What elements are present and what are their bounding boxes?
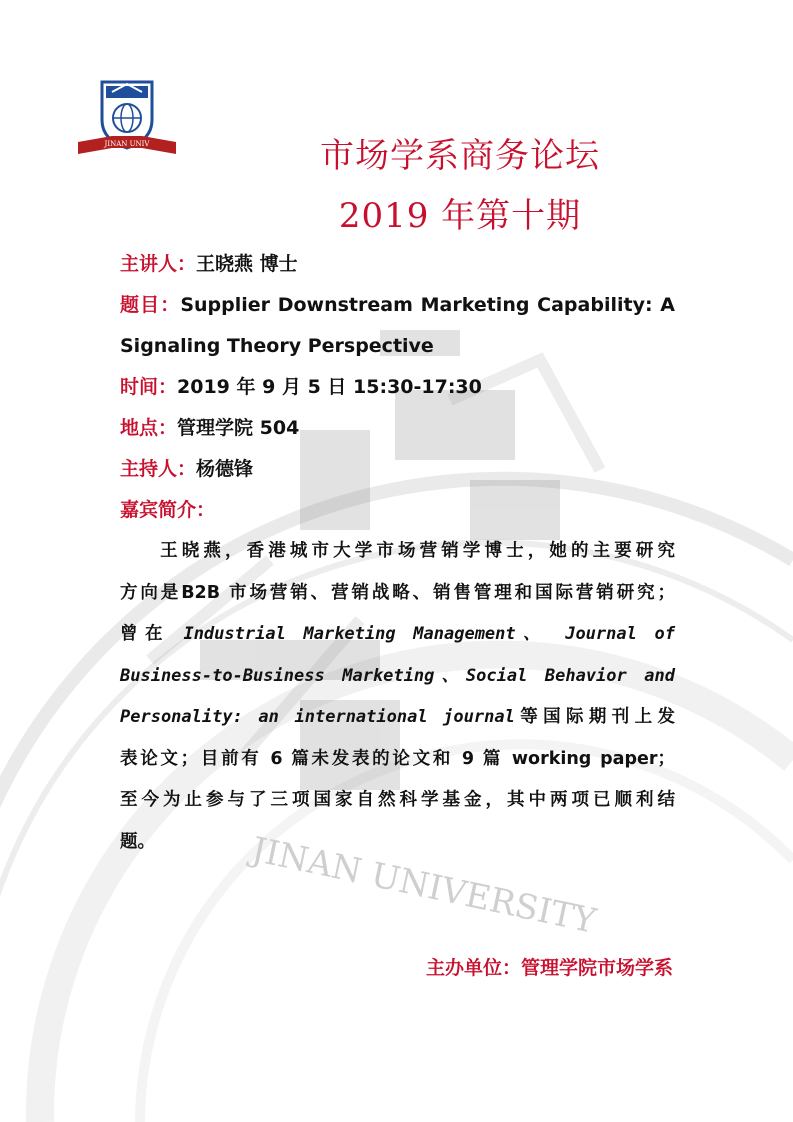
bio-line: 表论文；目前有 6 篇未发表的论文和 9 篇 working paper； <box>120 748 675 769</box>
forum-issue: 2019 年第十期 <box>338 196 582 236</box>
guest-intro-label: 嘉宾简介： <box>120 499 216 521</box>
place-label: 地点： <box>120 417 178 439</box>
speaker-value: 王晓燕 博士 <box>196 253 298 275</box>
host-value: 杨德锋 <box>196 458 254 480</box>
speaker-row <box>120 244 675 285</box>
time-label: 时间： <box>120 376 178 398</box>
place-value: 管理学院 504 <box>177 417 300 439</box>
time-row <box>120 367 675 408</box>
university-logo <box>72 76 182 162</box>
topic-row-continued <box>120 326 675 367</box>
journal-names: Personality: an international journal <box>120 707 515 727</box>
journal-names: Business-to-Business Marketing、Social Behavior and <box>120 665 675 686</box>
topic-row <box>120 285 675 326</box>
place-row <box>120 408 675 449</box>
logo-text: JINAN UNIV <box>104 140 150 148</box>
speaker-label: 主讲人： <box>120 253 197 275</box>
bio-line: 题。 <box>120 831 155 852</box>
bio-line: 曾在 Industrial Marketing Management、 Journal of <box>120 624 676 644</box>
event-details <box>120 244 675 863</box>
bio-line: 至今为止参与了三项国家自然科学基金，其中两项已顺利结 <box>120 790 675 810</box>
bio-line: Personality: an international journal等国际期刊上发 <box>120 707 676 727</box>
bio-line: 方向是B2B 市场营销、营销战略、销售管理和国际营销研究； <box>120 582 675 603</box>
guest-intro-row <box>120 490 675 531</box>
time-value: 2019 年 9 月 5 日 15:30-17:30 <box>177 376 482 398</box>
host-row <box>120 449 675 490</box>
host-label: 主持人： <box>120 458 197 480</box>
forum-title: 市场学系商务论坛 <box>320 136 600 176</box>
topic-line2: Signaling Theory Perspective <box>120 335 434 357</box>
topic-label: 题目： <box>120 294 181 316</box>
bio-line <box>120 656 675 698</box>
guest-bio <box>120 531 675 863</box>
watermark-text: JINAN UNIVERSITY <box>248 829 600 942</box>
journal-names: Industrial Marketing Management、 Journal of <box>183 624 676 644</box>
organizer: 主办单位：管理学院市场学系 <box>425 957 673 979</box>
bio-line: 王晓燕，香港城市大学市场营销学博士，她的主要研究 <box>156 541 675 561</box>
topic-line1: Supplier Downstream Marketing Capability: A <box>180 294 675 316</box>
